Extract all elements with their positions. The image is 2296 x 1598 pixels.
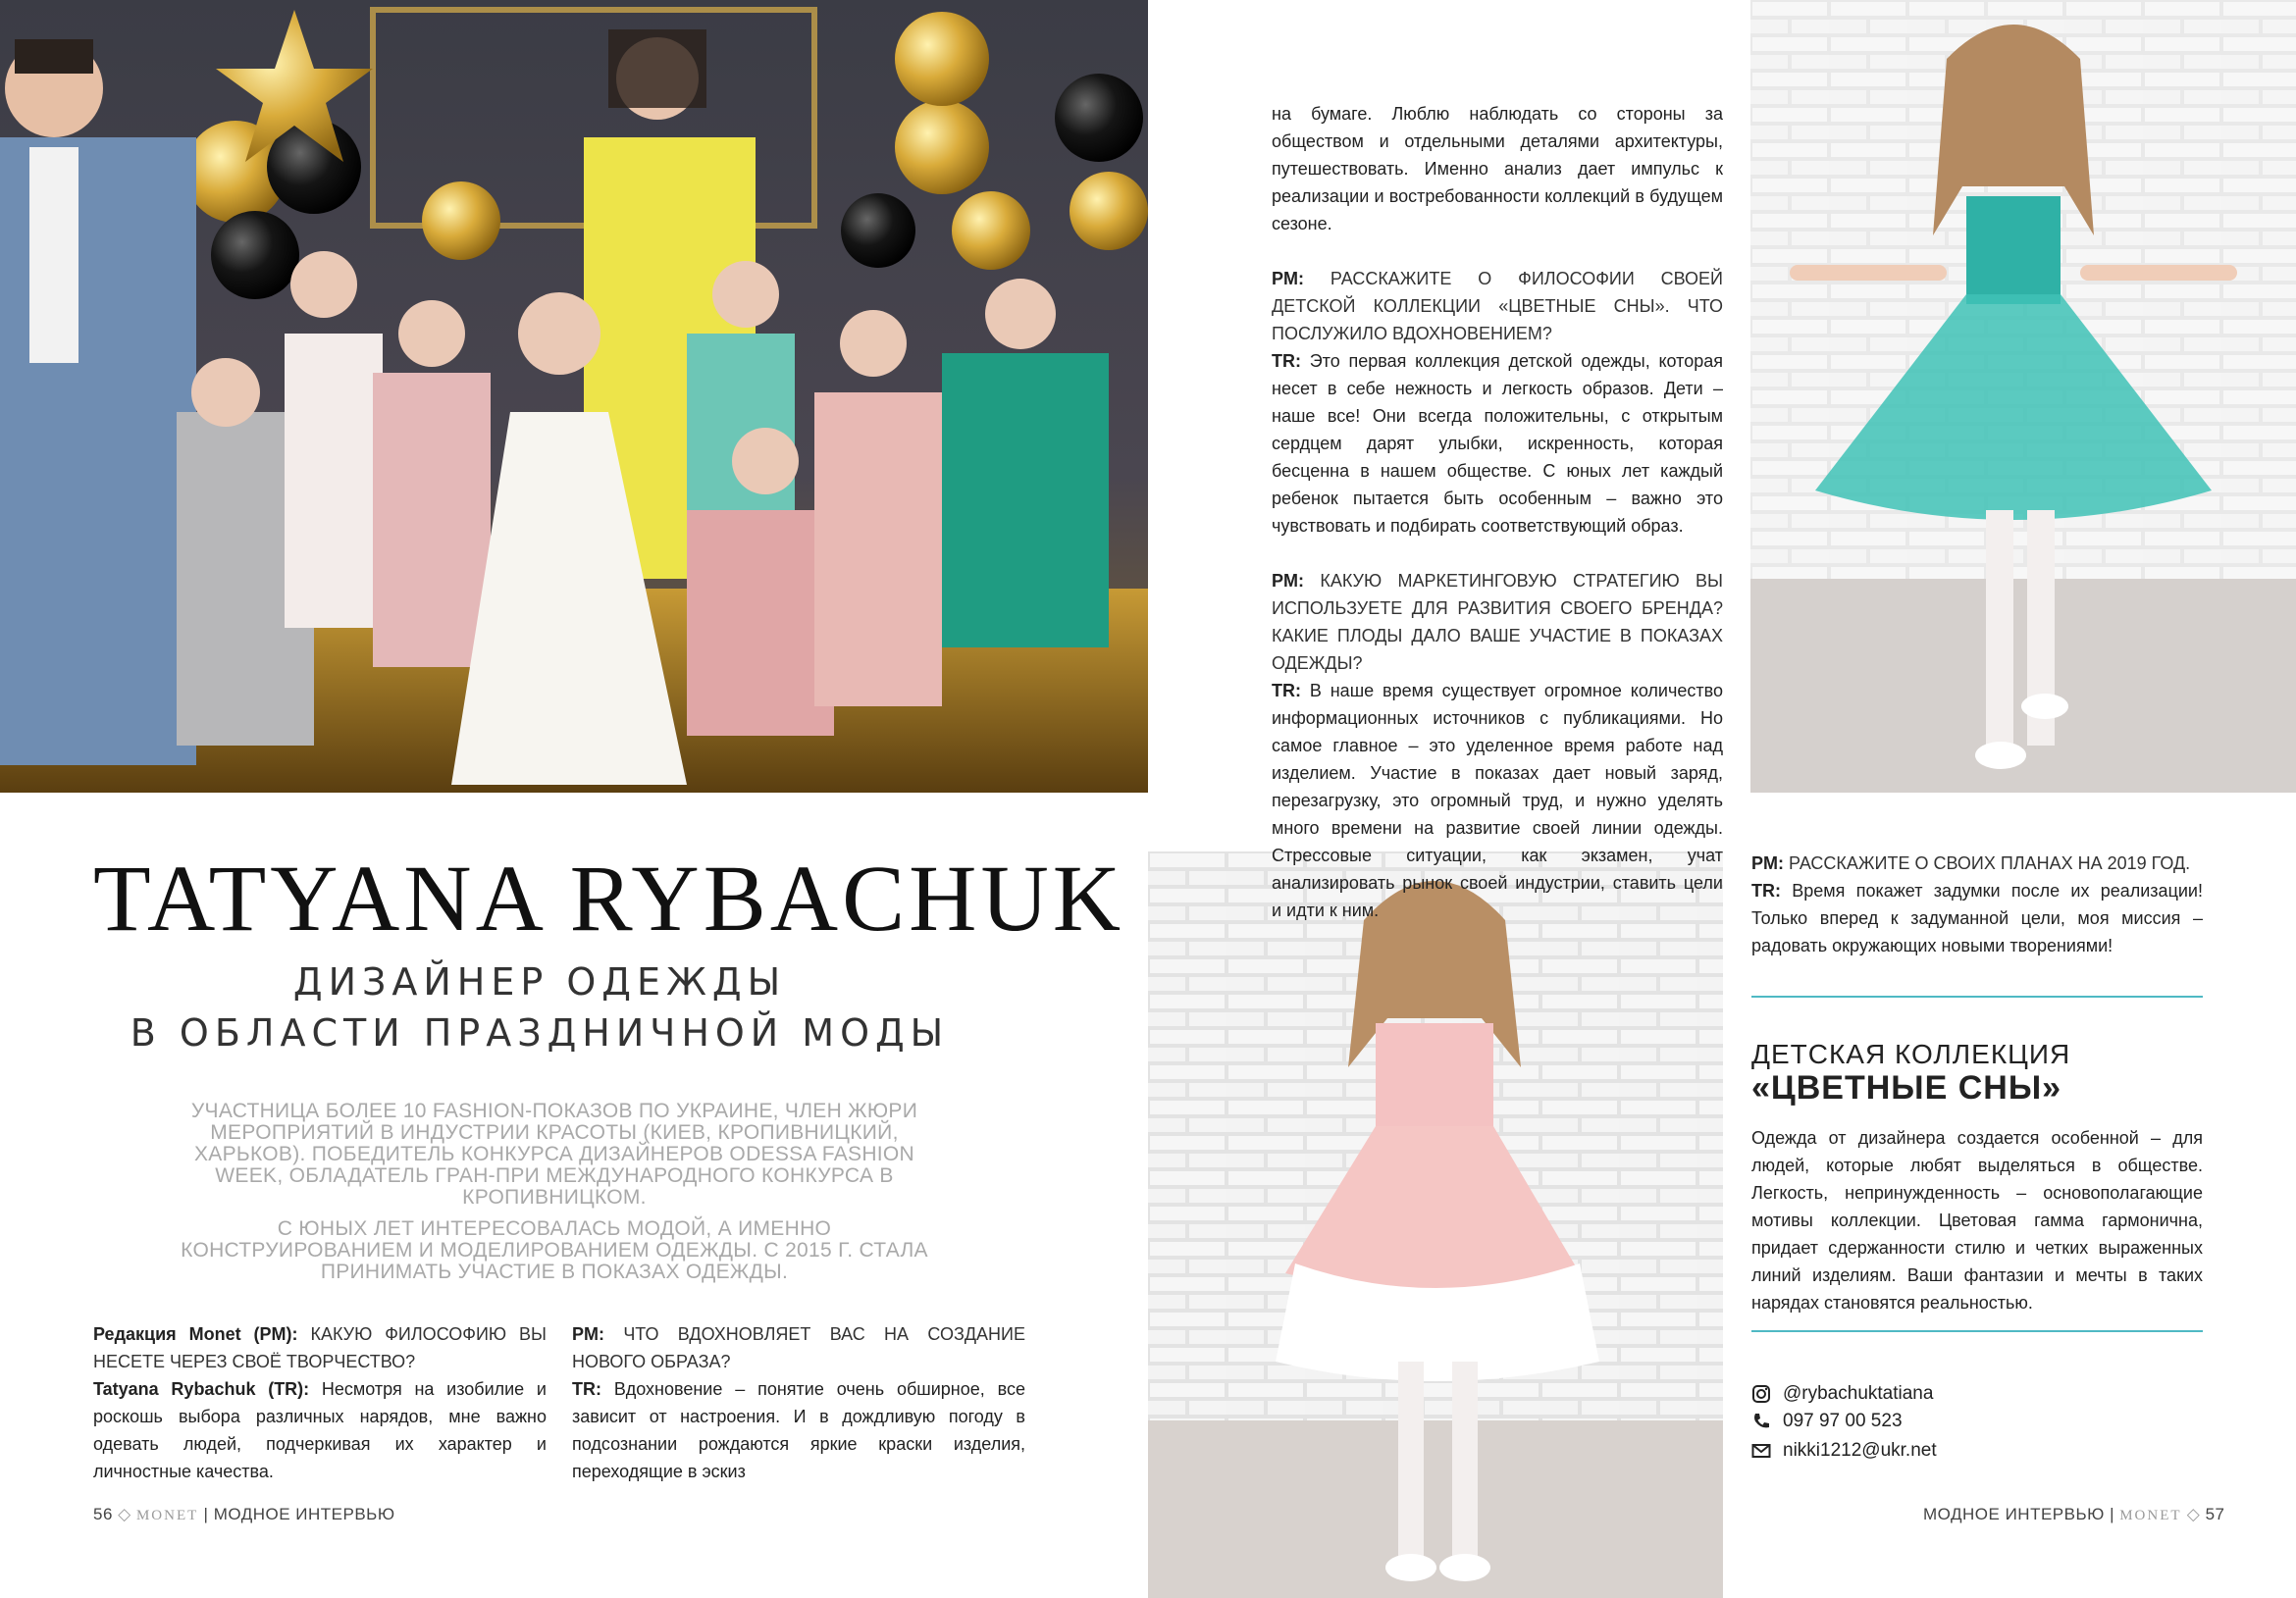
folio-left <box>93 1505 395 1524</box>
answer <box>1751 877 2203 959</box>
answer <box>1272 677 1723 924</box>
phone-icon <box>1751 1412 1771 1431</box>
instagram-handle: @rybachuktatiana <box>1783 1383 1934 1404</box>
question <box>93 1320 547 1375</box>
answer-label: TR: <box>1272 681 1301 700</box>
answer-label: TR: <box>1751 881 1781 901</box>
collection-title-big: «ЦВЕТНЫЕ СНЫ» <box>1751 1069 2062 1107</box>
question-text: РАССКАЖИТЕ О ФИЛОСОФИИ СВОЕЙ ДЕТСКОЙ КОЛЛЕКЦИИ «ЦВЕТНЫЕ СНЫ». ЧТО ПОСЛУЖИЛО ВДОХНОВЕНИЕМ? <box>1272 269 1723 343</box>
answer-text: Несмотря на изобилие и роскошь выбора различных нарядов, мне важно одевать людей, подчеркивая их характер и личностные качества. <box>93 1379 547 1481</box>
contact-instagram[interactable] <box>1751 1383 2124 1405</box>
question-label: PM: <box>572 1324 604 1344</box>
collection-text <box>1751 1124 2203 1316</box>
question <box>1751 850 2203 877</box>
folio-separator: | <box>2110 1505 2114 1523</box>
intro-text <box>177 1101 932 1293</box>
collection-title <box>1751 1038 2213 1105</box>
diamond-icon: ◇ <box>2186 1505 2201 1523</box>
question <box>1272 265 1723 347</box>
teal-dress-photo <box>1750 0 2296 793</box>
answer-text: Вдохновение – понятие очень обширное, все зависит от настроения. И в дождливую погоду в подсознании рождаются яркие краски изделия, переходящие в эскиз <box>572 1379 1025 1481</box>
question-text: КАКУЮ ФИЛОСОФИЮ ВЫ НЕСЕТЕ ЧЕРЕЗ СВОЁ ТВОРЧЕСТВО? <box>93 1324 547 1371</box>
divider <box>1751 996 2203 998</box>
answer <box>1272 347 1723 540</box>
collection-title-small: ДЕТСКАЯ КОЛЛЕКЦИЯ <box>1751 1039 2071 1069</box>
divider <box>1751 1330 2203 1332</box>
answer <box>93 1375 547 1485</box>
interview-column-2 <box>572 1320 1025 1485</box>
collection-paragraph: Одежда от дизайнера создается особенной – для людей, которые любят выделяться в обществе. Легкость, непринужденность – основополагающие мотивы коллекции. Цветовая гамма гармонична, придает сдержанности стилю и четких выраженных линий изделиям. Ваши фантазии и мечты в таких нарядах становятся реальностью. <box>1751 1128 2203 1313</box>
contact-phone[interactable] <box>1751 1411 2124 1432</box>
subtitle-line: ДИЗАЙНЕР ОДЕЖДЫ <box>292 960 787 1004</box>
interview-column-3 <box>1272 100 1723 924</box>
phone-number: 097 97 00 523 <box>1783 1411 1903 1431</box>
question <box>572 1320 1025 1375</box>
section-name: МОДНОЕ ИНТЕРВЬЮ <box>1923 1505 2105 1523</box>
answer-text: Время покажет задумки после их реализации! Только вперед к задуманной цели, моя миссия – радовать окружающих новыми творениями! <box>1751 881 2203 955</box>
subtitle-line: В ОБЛАСТИ ПРАЗДНИЧНОЙ МОДЫ <box>130 1011 950 1055</box>
question-label: PM: <box>1272 269 1304 288</box>
question-text: РАССКАЖИТЕ О СВОИХ ПЛАНАХ НА 2019 ГОД. <box>1789 853 2191 873</box>
folio-right <box>1923 1505 2225 1524</box>
page-title: TATYANA RYBACHUK <box>93 846 1125 951</box>
section-name: МОДНОЕ ИНТЕРВЬЮ <box>213 1505 395 1523</box>
answer-text: Это первая коллекция детской одежды, которая несет в себе нежность и легкость образов. Дети – наше все! Они всегда положительны, с открытым сердцем дарят улыбки, искренность, которая бесценна в нашем обществе. С юных лет каждый ребенок пытается быть особенным – важно это чувствовать и подбирать соответствующий образ. <box>1272 351 1723 536</box>
answer-text: В наше время существует огромное количество информационных источников с публикациями. Но самое главное – это уделенное время работе над изделием. Участие в показах дает новый заряд, перезагрузку, это огромный труд, и нужно уделять много времени на развитие своей линии одежды. Стрессовые ситуации, как экзамен, учат анализировать рынок своей индустрии, ставить цели и идти к ним. <box>1272 681 1723 920</box>
intro-paragraph: С ЮНЫХ ЛЕТ ИНТЕРЕСОВАЛАСЬ МОДОЙ, А ИМЕННО КОНСТРУИРОВАНИЕМ И МОДЕЛИРОВАНИЕМ ОДЕЖДЫ. С 2015 Г. СТАЛА ПРИНИМАТЬ УЧАСТИЕ В ПОКАЗАХ ОДЕЖДЫ. <box>181 1217 928 1283</box>
question-label: PM: <box>1272 571 1304 591</box>
email-address: nikki1212@ukr.net <box>1783 1440 1937 1461</box>
answer-label: TR: <box>572 1379 601 1399</box>
lead-text: на бумаге. Люблю наблюдать со стороны за обществом и отдельными деталями архитектуры, путешествовать. Именно анализ дает импульс к реализации и востребованности коллекций в будущем сезоне. <box>1272 104 1723 233</box>
page-number: 56 <box>93 1505 113 1523</box>
subtitle <box>128 956 952 1058</box>
interview-column-1 <box>93 1320 547 1485</box>
brand-name: MONET <box>135 1508 199 1523</box>
folio-separator: | <box>203 1505 209 1523</box>
question-text: ЧТО ВДОХНОВЛЯЕТ ВАС НА СОЗДАНИЕ НОВОГО ОБРАЗА? <box>572 1324 1025 1371</box>
instagram-icon <box>1751 1384 1771 1404</box>
intro-paragraph: УЧАСТНИЦА БОЛЕЕ 10 FASHION-ПОКАЗОВ ПО УКРАИНЕ, ЧЛЕН ЖЮРИ МЕРОПРИЯТИЙ В ИНДУСТРИИ КРАСОТЫ (КИЕВ, КРОПИВНИЦКИЙ, ХАРЬКОВ). ПОБЕДИТЕЛЬ КОНКУРСА ДИЗАЙНЕРОВ ODESSA FASHION WEEK, ОБЛАДАТЕЛЬ ГРАН-ПРИ МЕЖДУНАРОДНОГО КОНКУРСА В КРОПИВНИЦКОМ. <box>190 1100 918 1209</box>
diamond-icon: ◇ <box>118 1505 131 1523</box>
question-label: PM: <box>1751 853 1784 873</box>
question-text: КАКУЮ МАРКЕТИНГОВУЮ СТРАТЕГИЮ ВЫ ИСПОЛЬЗУЕТЕ ДЛЯ РАЗВИТИЯ СВОЕГО БРЕНДА? КАКИЕ ПЛОДЫ ДАЛО ВАШЕ УЧАСТИЕ В ПОКАЗАХ ОДЕЖДЫ? <box>1272 571 1723 673</box>
question-label: Редакция Monet (PM): <box>93 1324 298 1344</box>
interview-column-4 <box>1751 850 2203 959</box>
pink-dress-photo <box>1148 851 1723 1598</box>
brand-name: MONET <box>2119 1508 2182 1523</box>
answer-label: TR: <box>1272 351 1301 371</box>
envelope-icon <box>1751 1441 1771 1461</box>
answer <box>572 1375 1025 1485</box>
group-photo <box>0 0 1148 793</box>
answer-label: Tatyana Rybachuk (TR): <box>93 1379 310 1399</box>
question <box>1272 567 1723 677</box>
contact-email[interactable] <box>1751 1440 2124 1462</box>
page-number: 57 <box>2205 1505 2225 1523</box>
